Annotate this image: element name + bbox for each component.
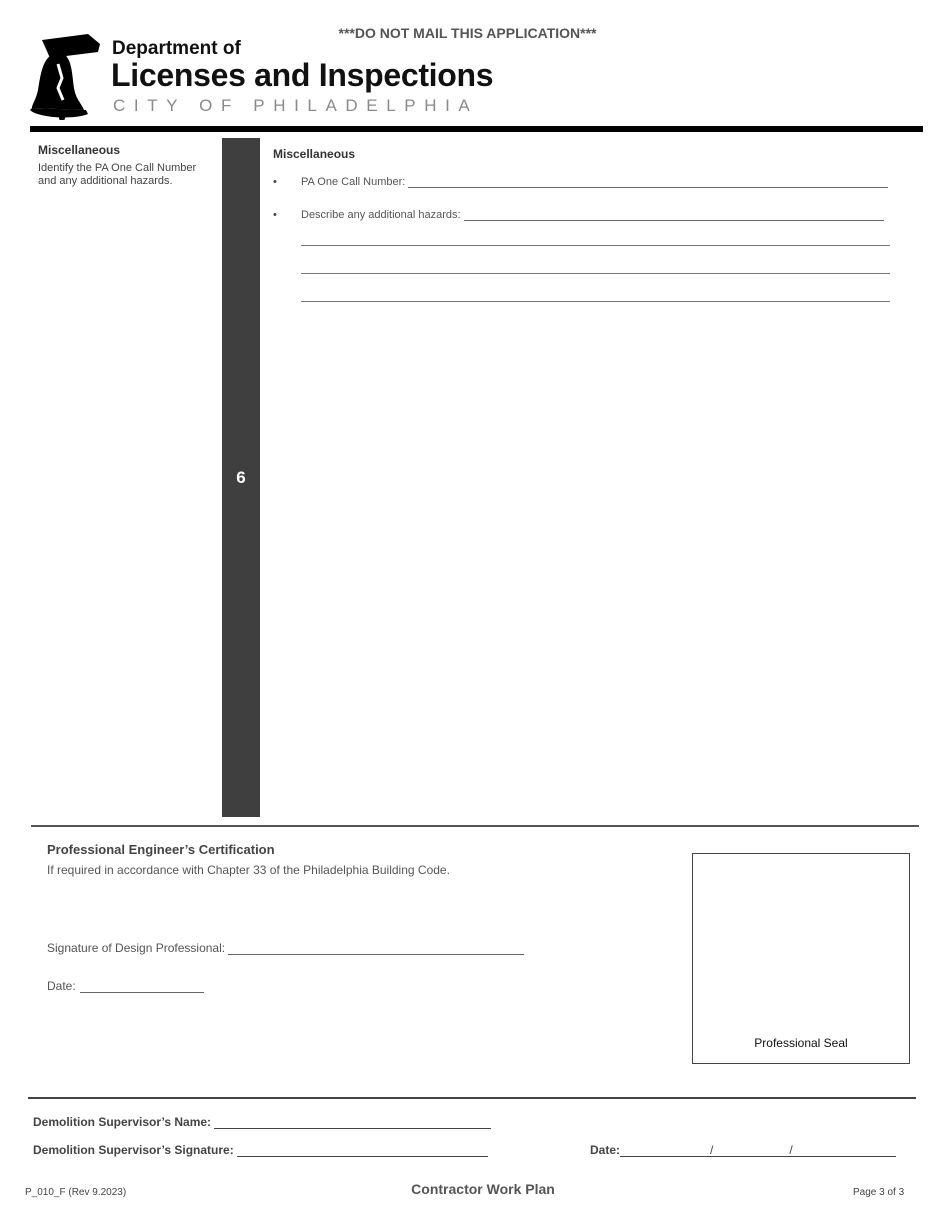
hazards-continuation-line[interactable] xyxy=(301,301,890,302)
supervisor-date-day-input[interactable] xyxy=(714,1145,788,1157)
certification-description: If required in accordance with Chapter 33 of the Philadelphia Building Code. xyxy=(47,863,450,877)
design-professional-signature-field xyxy=(47,941,524,955)
design-professional-signature-label: Signature of Design Professional: xyxy=(47,941,226,955)
pa-one-call-label: PA One Call Number: xyxy=(301,176,406,188)
supervisor-date-month-input[interactable] xyxy=(620,1145,709,1157)
section-divider xyxy=(31,825,919,827)
supervisor-name-field xyxy=(33,1115,491,1129)
department-name: Licenses and Inspections xyxy=(111,57,494,93)
supervisor-signature-input[interactable] xyxy=(237,1145,488,1157)
certification-date-input[interactable] xyxy=(80,980,204,993)
pa-one-call-field xyxy=(301,176,888,188)
bullet-marker: • xyxy=(273,209,277,221)
supervisor-name-input[interactable] xyxy=(214,1117,491,1129)
form-title: Contractor Work Plan xyxy=(411,1181,555,1197)
do-not-mail-notice: ***DO NOT MAIL THIS APPLICATION*** xyxy=(338,25,597,41)
additional-hazards-input[interactable] xyxy=(464,210,884,221)
supervisor-date-year-input[interactable] xyxy=(794,1145,896,1157)
city-name: CITY OF PHILADELPHIA xyxy=(113,96,479,115)
design-professional-signature-input[interactable] xyxy=(228,942,524,955)
page-number: Page 3 of 3 xyxy=(853,1187,905,1198)
supervisor-signature-field xyxy=(33,1143,488,1157)
section-number: 6 xyxy=(236,468,246,487)
supervisor-date-field xyxy=(590,1143,896,1157)
supervisor-date-label: Date: xyxy=(590,1143,621,1157)
pa-one-call-input[interactable] xyxy=(408,177,888,188)
hazards-continuation-line[interactable] xyxy=(301,245,890,246)
date-separator: / xyxy=(710,1143,714,1157)
supervisor-name-label: Demolition Supervisor’s Name: xyxy=(33,1115,212,1129)
date-separator: / xyxy=(789,1143,793,1157)
supervisor-signature-label: Demolition Supervisor’s Signature: xyxy=(33,1143,234,1157)
additional-hazards-field xyxy=(301,209,884,221)
certification-date-label: Date: xyxy=(47,979,76,993)
section-title: Miscellaneous xyxy=(273,147,356,161)
department-label: Department of xyxy=(112,38,241,59)
additional-hazards-label: Describe any additional hazards: xyxy=(301,209,461,221)
form-id: P_010_F (Rev 9.2023) xyxy=(25,1187,127,1198)
section-side-title: Miscellaneous xyxy=(38,143,121,157)
liberty-bell-icon xyxy=(28,30,106,120)
professional-seal-box[interactable] xyxy=(692,853,910,1064)
supervisor-divider xyxy=(28,1097,916,1099)
header-divider xyxy=(30,126,923,132)
bullet-marker: • xyxy=(273,176,277,188)
section-side-description: Identify the PA One Call Number and any additional hazards. xyxy=(38,162,197,187)
certification-date-field xyxy=(47,979,204,993)
professional-seal-label: Professional Seal xyxy=(754,1036,848,1050)
hazards-continuation-line[interactable] xyxy=(301,273,890,274)
certification-title: Professional Engineer’s Certification xyxy=(47,842,275,857)
